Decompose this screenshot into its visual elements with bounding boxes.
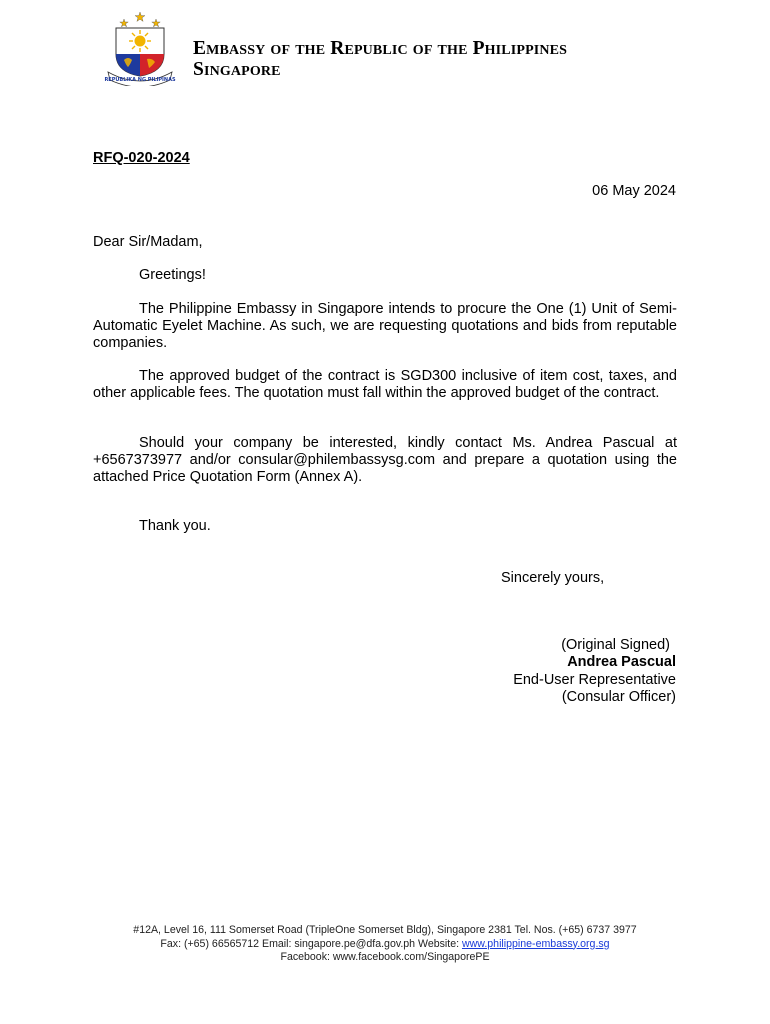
website-link[interactable]: www.philippine-embassy.org.sg — [461, 937, 610, 950]
paragraph-budget: The approved budget of the contract is SGD300 inclusive of item cost, taxes, and other applicable fees. The quotation must fall within the approved budget of the contract. — [93, 368, 677, 401]
footer-contact — [0, 938, 770, 952]
signatory-title: End-User Representative — [513, 671, 676, 688]
embassy-title-line2: Singapore — [193, 59, 281, 80]
paragraph-procurement: The Philippine Embassy in Singapore intends to procure the One (1) Unit of Semi-Automatic Eyelet Machine. As such, we are requesting quotations and bids from reputable companies. — [93, 301, 677, 351]
philippine-seal-icon — [102, 10, 178, 86]
footer-facebook: Facebook: www.facebook.com/SingaporePE — [280, 951, 490, 963]
embassy-title-line1: Embassy of the Republic of the Philippines — [193, 38, 568, 59]
footer — [0, 924, 770, 965]
signature-status: (Original Signed) — [561, 637, 670, 653]
thank-you: Thank you. — [139, 518, 211, 534]
closing: Sincerely yours, — [501, 570, 605, 586]
embassy-title — [193, 38, 567, 80]
signatory-position: (Consular Officer) — [561, 688, 676, 705]
paragraph-contact: Should your company be interested, kindly contact Ms. Andrea Pascual at +6567373977 and/or consular@philembassysg.com and prepare a quotation using the attached Price Quotation Form (Annex A). — [93, 435, 677, 485]
salutation: Dear Sir/Madam, — [93, 234, 203, 250]
svg-text:REPUBLIKA NG PILIPINAS: REPUBLIKA NG PILIPINAS — [104, 77, 176, 83]
signatory-name: Andrea Pascual — [567, 654, 676, 671]
signature-block — [513, 637, 676, 706]
rfq-reference: RFQ-020-2024 — [93, 150, 190, 166]
greeting: Greetings! — [139, 267, 206, 283]
footer-contact-text: Fax: (+65) 66565712 Email: singapore.pe@dfa.gov.ph Website: — [160, 937, 462, 950]
footer-address: #12A, Level 16, 111 Somerset Road (TripleOne Somerset Bldg), Singapore 2381 Tel. Nos. (+65) 6737 3977 — [133, 924, 637, 936]
letter-date: 06 May 2024 — [592, 183, 676, 199]
